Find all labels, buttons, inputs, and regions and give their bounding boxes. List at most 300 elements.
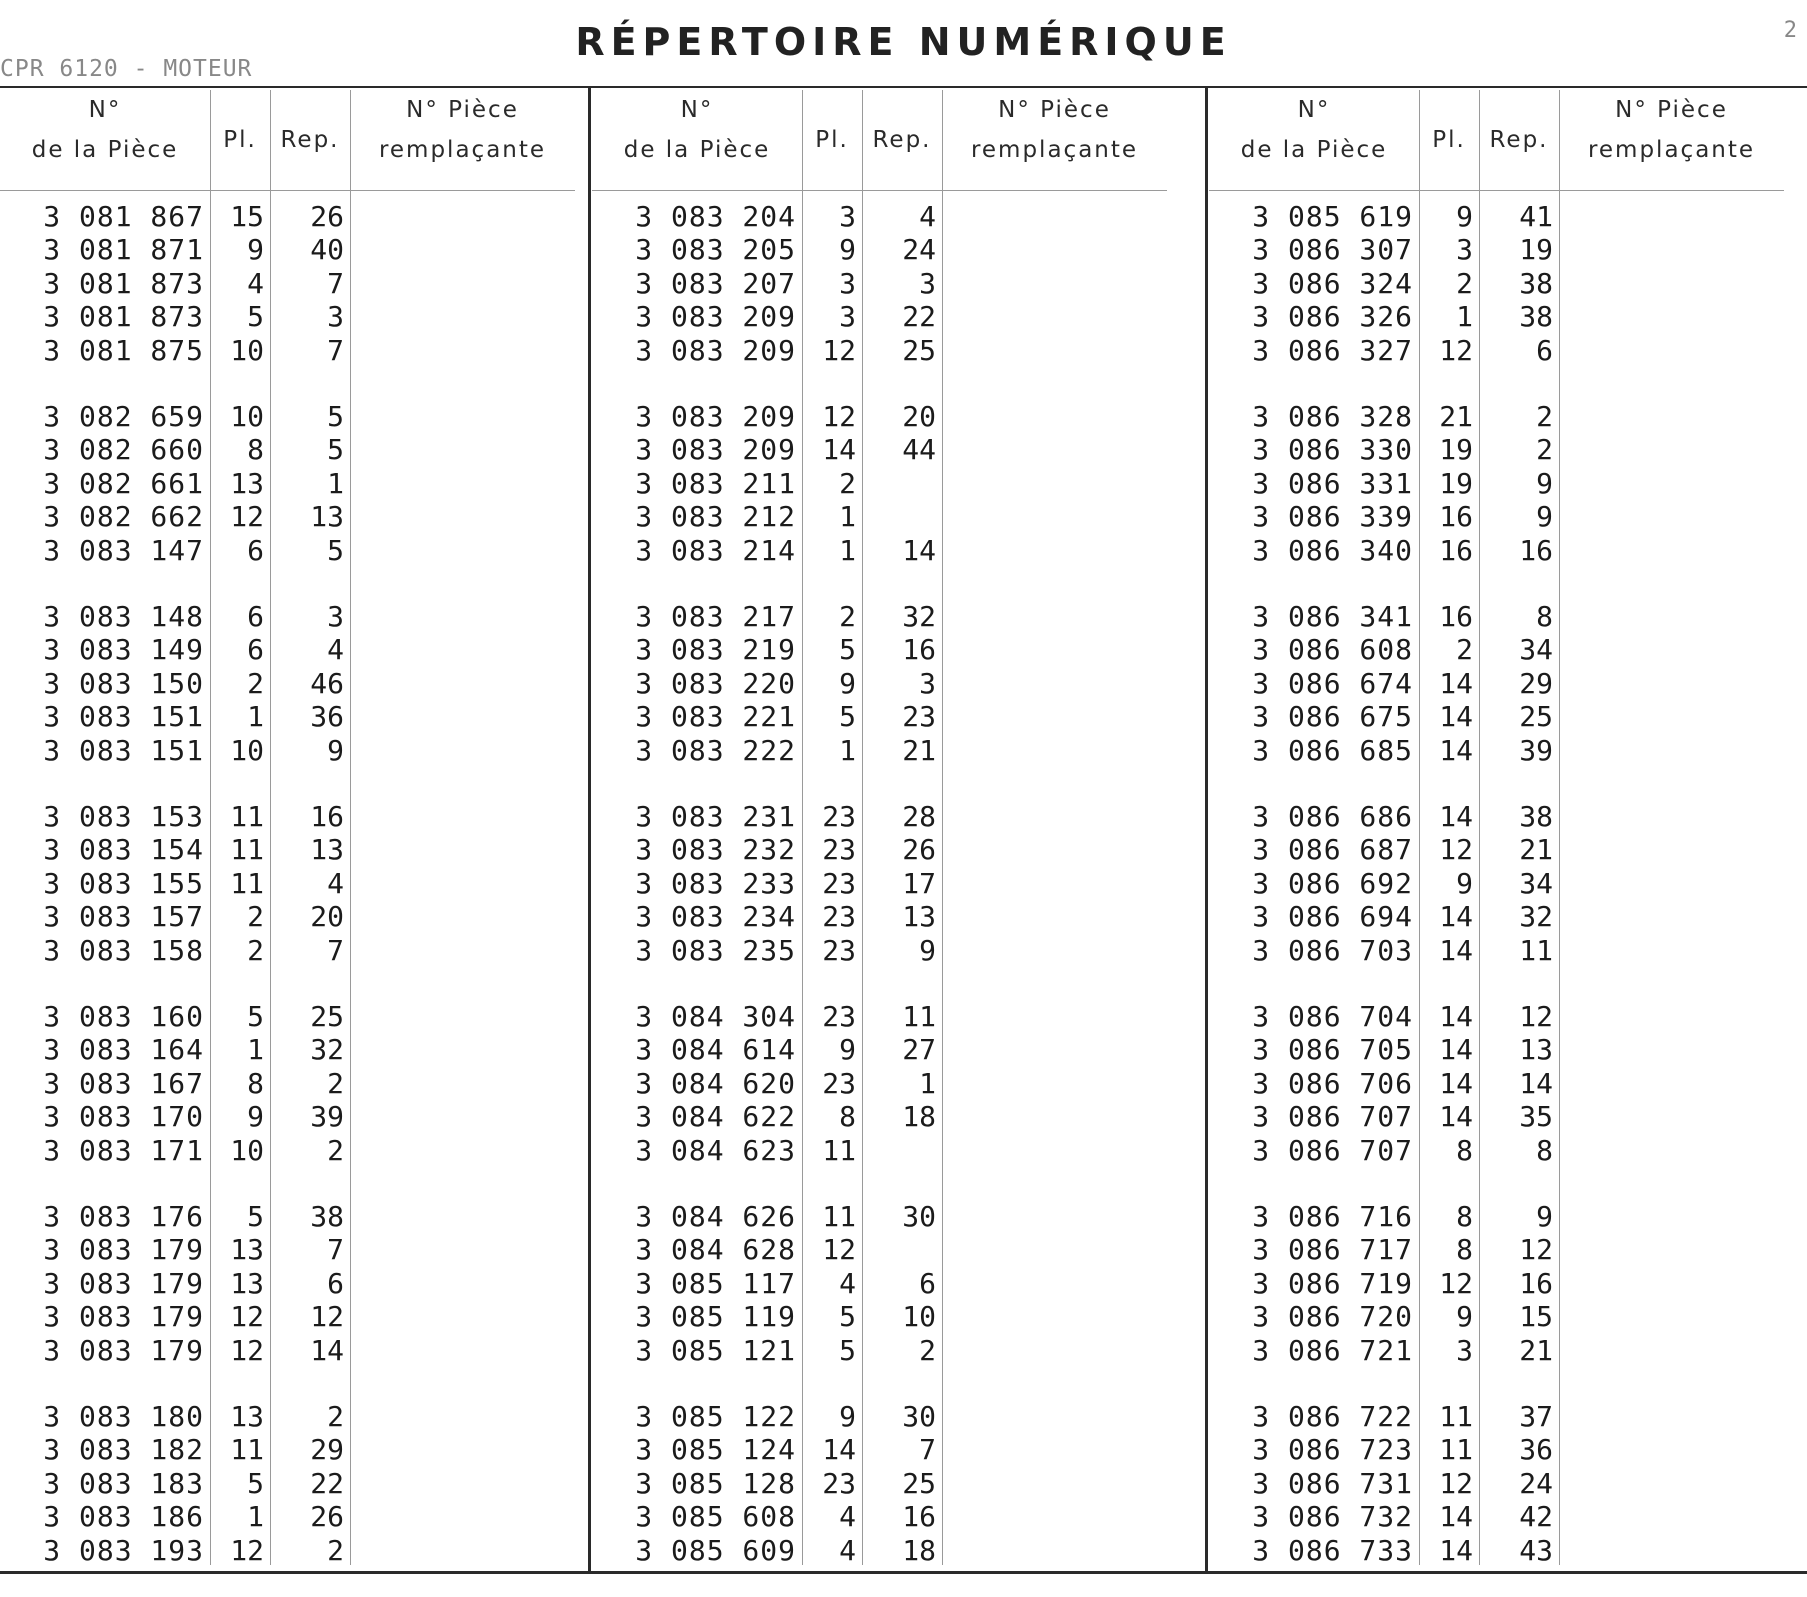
- table-row: [1209, 1100, 1799, 1133]
- rep-cell: [862, 233, 942, 266]
- pl-cell: [210, 1500, 270, 1533]
- reference-number: 7: [327, 1233, 344, 1267]
- part-number-cell: [1209, 267, 1413, 300]
- pl-cell: [1419, 1400, 1479, 1433]
- table-row: [1209, 934, 1799, 967]
- part-number-cell: [0, 1500, 204, 1533]
- rep-cell: [1479, 1267, 1559, 1300]
- reference-number: 6: [327, 1266, 344, 1300]
- part-number-cell: [0, 1433, 204, 1466]
- plate-number: 11: [822, 1133, 856, 1167]
- reference-number: 25: [1519, 700, 1553, 734]
- table-row: [592, 600, 1182, 633]
- reference-number: 8: [1536, 600, 1553, 633]
- reference-number: 18: [902, 1533, 936, 1567]
- table-row: [0, 1500, 590, 1533]
- header-replacement-line2: remplaçante: [970, 137, 1139, 163]
- part-number: 3 085 124: [635, 1433, 796, 1467]
- part-number: 3 083 183: [43, 1466, 204, 1500]
- part-number: 3 083 149: [43, 633, 204, 667]
- part-number: 3 083 182: [43, 1433, 204, 1467]
- pl-cell: [1419, 233, 1479, 266]
- part-number-cell: [592, 1534, 796, 1567]
- header-part-number-line2: de la Pièce: [623, 137, 771, 163]
- table-row: [592, 267, 1182, 300]
- table-row: [0, 600, 590, 633]
- part-number-cell: [0, 600, 204, 633]
- table-row: [592, 833, 1182, 866]
- part-number-cell: [592, 600, 796, 633]
- part-number-cell: [1209, 400, 1413, 433]
- reference-number: 7: [327, 266, 344, 300]
- pl-cell: [210, 1000, 270, 1033]
- pl-cell: [802, 1134, 862, 1167]
- reference-number: 10: [902, 1300, 936, 1334]
- plate-number: 3: [1456, 1333, 1473, 1367]
- table-row: [1209, 1000, 1799, 1033]
- header-underline: [1209, 190, 1784, 191]
- plate-number: 5: [839, 633, 856, 667]
- part-number-cell: [1209, 1100, 1413, 1133]
- pl-cell: [1419, 734, 1479, 767]
- part-number-cell: [592, 534, 796, 567]
- part-number-cell: [592, 1200, 796, 1233]
- part-number-cell: [1209, 300, 1413, 333]
- table-row: [592, 1334, 1182, 1367]
- plate-number: 10: [230, 400, 264, 433]
- plate-number: 5: [839, 1333, 856, 1367]
- rep-cell: [270, 1534, 350, 1567]
- reference-number: 1: [919, 1066, 936, 1100]
- part-number-cell: [0, 1534, 204, 1567]
- part-number-cell: [0, 500, 204, 533]
- rep-cell: [1479, 1500, 1559, 1533]
- rep-cell: [1479, 334, 1559, 367]
- pl-cell: [802, 1400, 862, 1433]
- part-number-cell: [1209, 600, 1413, 633]
- plate-number: 16: [1439, 533, 1473, 567]
- pl-cell: [802, 633, 862, 666]
- pl-cell: [1419, 300, 1479, 333]
- part-number-cell: [0, 400, 204, 433]
- plate-number: 9: [1456, 866, 1473, 900]
- plate-number: 12: [822, 400, 856, 433]
- table-row: [592, 300, 1182, 333]
- part-number-cell: [592, 267, 796, 300]
- part-number: 3 082 659: [43, 400, 204, 433]
- plate-number: 5: [247, 1000, 264, 1033]
- table-row: [0, 1134, 590, 1167]
- pl-cell: [210, 1134, 270, 1167]
- pl-cell: [1419, 1134, 1479, 1167]
- pl-cell: [210, 1100, 270, 1133]
- pl-cell: [1419, 1100, 1479, 1133]
- rep-cell: [1479, 1233, 1559, 1266]
- header-replacement: [1559, 90, 1784, 190]
- part-number: 3 083 212: [635, 500, 796, 534]
- plate-number: 13: [230, 1233, 264, 1267]
- plate-number: 23: [822, 900, 856, 934]
- table-row: [0, 433, 590, 466]
- reference-number: 11: [1519, 933, 1553, 967]
- table-row: [592, 1534, 1182, 1567]
- reference-number: 43: [1519, 1533, 1553, 1567]
- table-row: [1209, 233, 1799, 266]
- document-reference: CPR 6120 - MOTEUR: [0, 56, 253, 82]
- rep-cell: [1479, 1000, 1559, 1033]
- table-row: [1209, 400, 1799, 433]
- rep-cell: [1479, 700, 1559, 733]
- part-number-cell: [0, 1267, 204, 1300]
- reference-number: 38: [310, 1200, 344, 1233]
- part-number: 3 081 873: [43, 266, 204, 300]
- table-row: [592, 1467, 1182, 1500]
- part-number-cell: [1209, 1067, 1413, 1100]
- rep-cell: [270, 700, 350, 733]
- plate-number: 5: [839, 1300, 856, 1334]
- reference-number: 16: [310, 800, 344, 833]
- plate-number: 14: [1439, 666, 1473, 700]
- rep-cell: [862, 267, 942, 300]
- reference-number: 4: [327, 633, 344, 667]
- plate-number: 4: [839, 1533, 856, 1567]
- plate-number: 14: [1439, 1100, 1473, 1134]
- plate-number: 2: [1456, 266, 1473, 300]
- reference-number: 38: [1519, 800, 1553, 833]
- part-number: 3 086 705: [1252, 1033, 1413, 1067]
- part-number: 3 083 235: [635, 933, 796, 967]
- part-number-cell: [0, 334, 204, 367]
- pl-cell: [802, 700, 862, 733]
- reference-number: 21: [1519, 1333, 1553, 1367]
- part-number: 3 083 207: [635, 266, 796, 300]
- plate-number: 14: [1439, 733, 1473, 767]
- table-row: [1209, 1467, 1799, 1500]
- part-number-cell: [1209, 800, 1413, 833]
- part-number: 3 084 622: [635, 1100, 796, 1134]
- header-replacement-line2: remplaçante: [1587, 137, 1756, 163]
- pl-cell: [210, 1200, 270, 1233]
- part-number-cell: [592, 633, 796, 666]
- part-number: 3 083 186: [43, 1500, 204, 1534]
- part-number: 3 086 719: [1252, 1266, 1413, 1300]
- header-part-number-line1: N°: [88, 97, 122, 123]
- reference-number: 39: [1519, 733, 1553, 767]
- rep-cell: [862, 467, 942, 500]
- reference-number: 17: [902, 866, 936, 900]
- plate-number: 4: [247, 266, 264, 300]
- plate-number: 3: [839, 300, 856, 334]
- table-row: [592, 233, 1182, 266]
- part-number-cell: [592, 1033, 796, 1066]
- plate-number: 2: [247, 900, 264, 934]
- pl-cell: [802, 534, 862, 567]
- plate-number: 12: [230, 1533, 264, 1567]
- reference-number: 22: [902, 300, 936, 334]
- plate-number: 21: [1439, 400, 1473, 433]
- header-pl: Pl.: [815, 127, 849, 153]
- header-pl: Pl.: [1432, 127, 1466, 153]
- rep-cell: [862, 534, 942, 567]
- reference-number: 2: [1536, 433, 1553, 467]
- rep-cell: [270, 833, 350, 866]
- part-number-cell: [1209, 1500, 1413, 1533]
- page-title: RÉPERTOIRE NUMÉRIQUE: [575, 20, 1232, 64]
- part-number: 3 086 324: [1252, 266, 1413, 300]
- reference-number: 28: [902, 800, 936, 833]
- reference-number: 1: [327, 466, 344, 500]
- rep-cell: [1479, 1334, 1559, 1367]
- reference-number: 22: [310, 1466, 344, 1500]
- rep-cell: [862, 1534, 942, 1567]
- part-number-cell: [0, 934, 204, 967]
- table-row: [592, 1400, 1182, 1433]
- rep-cell: [862, 1500, 942, 1533]
- table-row: [592, 700, 1182, 733]
- table-row: [1209, 1300, 1799, 1333]
- rep-cell: [1479, 934, 1559, 967]
- pl-cell: [802, 1300, 862, 1333]
- part-number-cell: [1209, 1233, 1413, 1266]
- table-row: [592, 433, 1182, 466]
- pl-cell: [210, 833, 270, 866]
- part-number: 3 086 608: [1252, 633, 1413, 667]
- table-row: [0, 867, 590, 900]
- table-row: [0, 300, 590, 333]
- pl-cell: [1419, 500, 1479, 533]
- header-pl: Pl.: [223, 127, 257, 153]
- part-number-cell: [592, 1334, 796, 1367]
- reference-number: 4: [919, 200, 936, 233]
- part-number-cell: [1209, 534, 1413, 567]
- header-replacement-line1: N° Pièce: [1615, 97, 1728, 123]
- header-part-number: [0, 90, 210, 190]
- table-row: [1209, 200, 1799, 233]
- reference-number: 2: [327, 1533, 344, 1567]
- reference-number: 25: [902, 1466, 936, 1500]
- part-number: 3 086 327: [1252, 333, 1413, 367]
- pl-cell: [1419, 833, 1479, 866]
- rep-cell: [270, 467, 350, 500]
- reference-number: 14: [1519, 1066, 1553, 1100]
- pl-cell: [210, 633, 270, 666]
- reference-number: 2: [1536, 400, 1553, 433]
- rep-cell: [1479, 433, 1559, 466]
- part-number: 3 086 307: [1252, 233, 1413, 267]
- table-row: [592, 500, 1182, 533]
- pl-cell: [210, 1334, 270, 1367]
- part-number-cell: [0, 833, 204, 866]
- part-number: 3 084 620: [635, 1066, 796, 1100]
- pl-cell: [802, 233, 862, 266]
- plate-number: 1: [247, 700, 264, 734]
- pl-cell: [802, 267, 862, 300]
- part-number-cell: [592, 300, 796, 333]
- plate-number: 12: [1439, 1266, 1473, 1300]
- table-row: [1209, 500, 1799, 533]
- plate-number: 5: [839, 700, 856, 734]
- rep-cell: [270, 300, 350, 333]
- plate-number: 8: [1456, 1133, 1473, 1167]
- header-replacement-line1: N° Pièce: [998, 97, 1111, 123]
- pl-cell: [210, 467, 270, 500]
- table-row: [0, 334, 590, 367]
- reference-number: 12: [310, 1300, 344, 1334]
- plate-number: 2: [247, 933, 264, 967]
- reference-number: 34: [1519, 633, 1553, 667]
- reference-number: 7: [919, 1433, 936, 1467]
- reference-number: 2: [327, 1400, 344, 1433]
- part-number-cell: [592, 700, 796, 733]
- rep-cell: [862, 1134, 942, 1167]
- plate-number: 14: [1439, 1500, 1473, 1534]
- pl-cell: [210, 700, 270, 733]
- table-row: [0, 1233, 590, 1266]
- table-row: [592, 334, 1182, 367]
- pl-cell: [210, 200, 270, 233]
- plate-number: 13: [230, 1400, 264, 1433]
- reference-number: 21: [1519, 833, 1553, 867]
- rep-cell: [1479, 600, 1559, 633]
- pl-cell: [802, 734, 862, 767]
- plate-number: 11: [1439, 1433, 1473, 1467]
- plate-number: 2: [839, 466, 856, 500]
- rep-cell: [862, 800, 942, 833]
- pl-cell: [210, 300, 270, 333]
- rep-cell: [862, 734, 942, 767]
- rep-cell: [270, 1000, 350, 1033]
- reference-number: 12: [1519, 1000, 1553, 1033]
- table-row: [592, 800, 1182, 833]
- table-row: [0, 267, 590, 300]
- plate-number: 12: [230, 1333, 264, 1367]
- part-number: 3 083 209: [635, 333, 796, 367]
- reference-number: 11: [902, 1000, 936, 1033]
- reference-number: 25: [902, 333, 936, 367]
- part-number-cell: [592, 1000, 796, 1033]
- table-row: [592, 400, 1182, 433]
- section-divider-2: [1205, 88, 1208, 1572]
- pl-cell: [1419, 1300, 1479, 1333]
- plate-number: 9: [1456, 1300, 1473, 1334]
- rep-cell: [270, 1100, 350, 1133]
- part-number: 3 081 875: [43, 333, 204, 367]
- table-row: [0, 1200, 590, 1233]
- reference-number: 26: [310, 200, 344, 233]
- pl-cell: [1419, 934, 1479, 967]
- pl-cell: [802, 600, 862, 633]
- part-number: 3 085 122: [635, 1400, 796, 1433]
- table-row: [1209, 633, 1799, 666]
- pl-cell: [1419, 600, 1479, 633]
- pl-cell: [1419, 1000, 1479, 1033]
- part-number-cell: [592, 867, 796, 900]
- rep-cell: [1479, 1200, 1559, 1233]
- part-number: 3 086 707: [1252, 1133, 1413, 1167]
- pl-cell: [1419, 1067, 1479, 1100]
- part-number-cell: [0, 1334, 204, 1367]
- table-row: [0, 700, 590, 733]
- pl-cell: [802, 1200, 862, 1233]
- reference-number: 9: [1536, 500, 1553, 534]
- rep-cell: [1479, 1433, 1559, 1466]
- part-number-cell: [1209, 734, 1413, 767]
- rep-cell: [862, 433, 942, 466]
- table-row: [1209, 300, 1799, 333]
- part-number-cell: [592, 667, 796, 700]
- plate-number: 10: [230, 733, 264, 767]
- reference-number: 5: [327, 533, 344, 567]
- part-number-cell: [1209, 633, 1413, 666]
- rep-cell: [1479, 467, 1559, 500]
- part-number: 3 083 205: [635, 233, 796, 267]
- rep-cell: [270, 1134, 350, 1167]
- part-number-cell: [1209, 1134, 1413, 1167]
- part-number: 3 086 722: [1252, 1400, 1413, 1433]
- reference-number: 3: [327, 600, 344, 633]
- rep-cell: [270, 334, 350, 367]
- part-number: 3 083 209: [635, 433, 796, 467]
- part-number: 3 083 193: [43, 1533, 204, 1567]
- part-number-cell: [0, 700, 204, 733]
- pl-cell: [802, 1067, 862, 1100]
- table-row: [1209, 1200, 1799, 1233]
- table-row: [0, 800, 590, 833]
- part-number-cell: [1209, 433, 1413, 466]
- rep-cell: [270, 1067, 350, 1100]
- plate-number: 14: [1439, 1533, 1473, 1567]
- pl-cell: [210, 1300, 270, 1333]
- part-number: 3 086 733: [1252, 1533, 1413, 1567]
- part-number: 3 086 692: [1252, 866, 1413, 900]
- reference-number: 42: [1519, 1500, 1553, 1534]
- part-number: 3 083 157: [43, 900, 204, 934]
- table-row: [1209, 800, 1799, 833]
- part-number: 3 083 179: [43, 1300, 204, 1334]
- part-number-cell: [592, 1067, 796, 1100]
- pl-cell: [210, 334, 270, 367]
- pl-cell: [210, 267, 270, 300]
- reference-number: 3: [919, 666, 936, 700]
- pl-cell: [802, 1233, 862, 1266]
- pl-cell: [1419, 1433, 1479, 1466]
- reference-number: 30: [902, 1200, 936, 1233]
- rep-cell: [270, 267, 350, 300]
- part-number: 3 083 180: [43, 1400, 204, 1433]
- reference-number: 32: [902, 600, 936, 633]
- pl-cell: [210, 867, 270, 900]
- rep-cell: [270, 1300, 350, 1333]
- reference-number: 9: [1536, 1200, 1553, 1233]
- pl-cell: [802, 1267, 862, 1300]
- pl-cell: [802, 500, 862, 533]
- table-row: [592, 867, 1182, 900]
- plate-number: 12: [822, 333, 856, 367]
- reference-number: 23: [902, 700, 936, 734]
- part-number-cell: [0, 1233, 204, 1266]
- table-row: [592, 1000, 1182, 1033]
- part-number: 3 083 231: [635, 800, 796, 833]
- table-row: [592, 200, 1182, 233]
- part-number-cell: [1209, 1433, 1413, 1466]
- part-number: 3 086 704: [1252, 1000, 1413, 1033]
- table-row: [1209, 867, 1799, 900]
- plate-number: 2: [1456, 633, 1473, 667]
- part-number-cell: [592, 934, 796, 967]
- pl-cell: [1419, 467, 1479, 500]
- table-row: [0, 467, 590, 500]
- reference-number: 3: [327, 300, 344, 334]
